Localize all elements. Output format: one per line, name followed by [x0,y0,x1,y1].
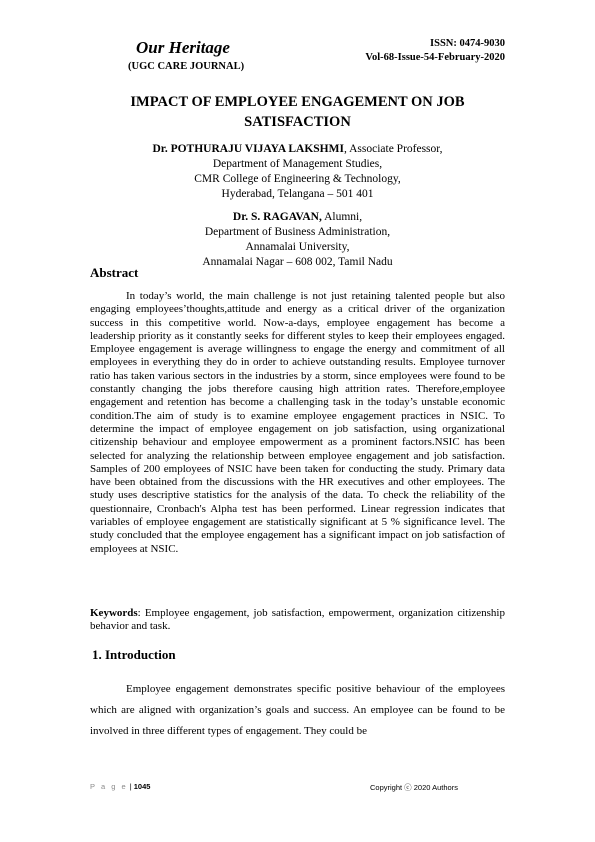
page-number-value: 1045 [133,782,151,791]
issn: ISSN: 0474-9030 [430,38,505,49]
page-separator: | [127,782,134,791]
author-2-location: Annamalai Nagar – 608 002, Tamil Nadu [202,256,393,268]
author-1-role: , Associate Professor, [343,143,443,155]
abstract-heading: Abstract [90,265,139,280]
author-2-institution: Annamalai University, [245,241,350,253]
author-2-name: Dr. S. RAGAVAN, [232,211,322,223]
journal-name: Our Heritage [136,38,230,57]
author-1-department: Department of Management Studies, [212,158,383,170]
author-1-name: Dr. POTHURAJU VIJAYA LAKSHMI [152,143,344,155]
author-2-role: Alumni, [321,211,363,223]
keywords [90,607,505,634]
issue-info: Vol-68-Issue-54-February-2020 [365,52,505,63]
page-word: P a g e [90,782,128,791]
author-1-location: Hyderabad, Telangana – 501 401 [221,188,374,200]
keywords-label: Keywords [90,607,138,619]
author-block-1 [90,142,505,202]
author-block-2 [90,210,505,270]
copyright: Copyright ⓒ 2020 Authors [370,783,458,792]
author-2-department: Department of Business Administration, [204,226,391,238]
keywords-text: : Employee engagement, job satisfaction, empowerment, organization citizenship behavior and task. [90,607,505,633]
introduction-heading: 1. Introduction [92,647,176,662]
introduction-body: Employee engagement demonstrates specific positive behaviour of the employees which are aligned with organization’s goals and success. An employee can be found to be involved in three different types of engagement. They could be [90,683,505,737]
author-2-heading [90,210,505,225]
author-1-institution: CMR College of Engineering & Technology, [194,173,401,185]
journal-subtitle: (UGC CARE JOURNAL) [128,61,245,72]
paper-title: IMPACT OF EMPLOYEE ENGAGEMENT ON JOB SATISFACTION [130,94,465,130]
page-number [90,782,150,791]
author-1-heading [90,142,505,157]
abstract-body: In today’s world, the main challenge is not just retaining talented people but also engaging employees’thoughts,attitude and energy as a critical driver of the organization success in this competitive world. Now-a-days, employee engagement has become a leadership priority as it constantly seeks for different styles to keep their employees engaged. Employee engagement is average willingness to engage the energy and commitment of all employees in everything they do in order to achieve outstanding results. Employee turnover ratio has taken various sectors in the industries by a storm, since employees were found to be constantly changing the jobs therefore causing high attrition rates. Therefore,employee engagement and retention has become a challenging task in the today’s unstable economic condition.The aim of study is to examine employee engagement practices in NSIC. To determine the impact of employee engagement on job satisfaction, using organizational citizenship behaviour and employee empowerment as a prominent factors.NSIC has been selected for analyzing the relationship between employee engagement and job satisfaction. Samples of 200 employees of NSIC have been taken for conducting the study. Primary data have been obtained from the discussions with the HR executives and other employees. The study uses descriptive statistics for the analysis of the data. To check the reliability of the questionnaire, Cronbach's Alpha test has been performed. Linear regression indicates that variables of employee engagement are statistically significant at 5 % significance level. The study concluded that the employee engagement has a significant impact on job satisfaction of employees at NSIC. [90,290,505,555]
